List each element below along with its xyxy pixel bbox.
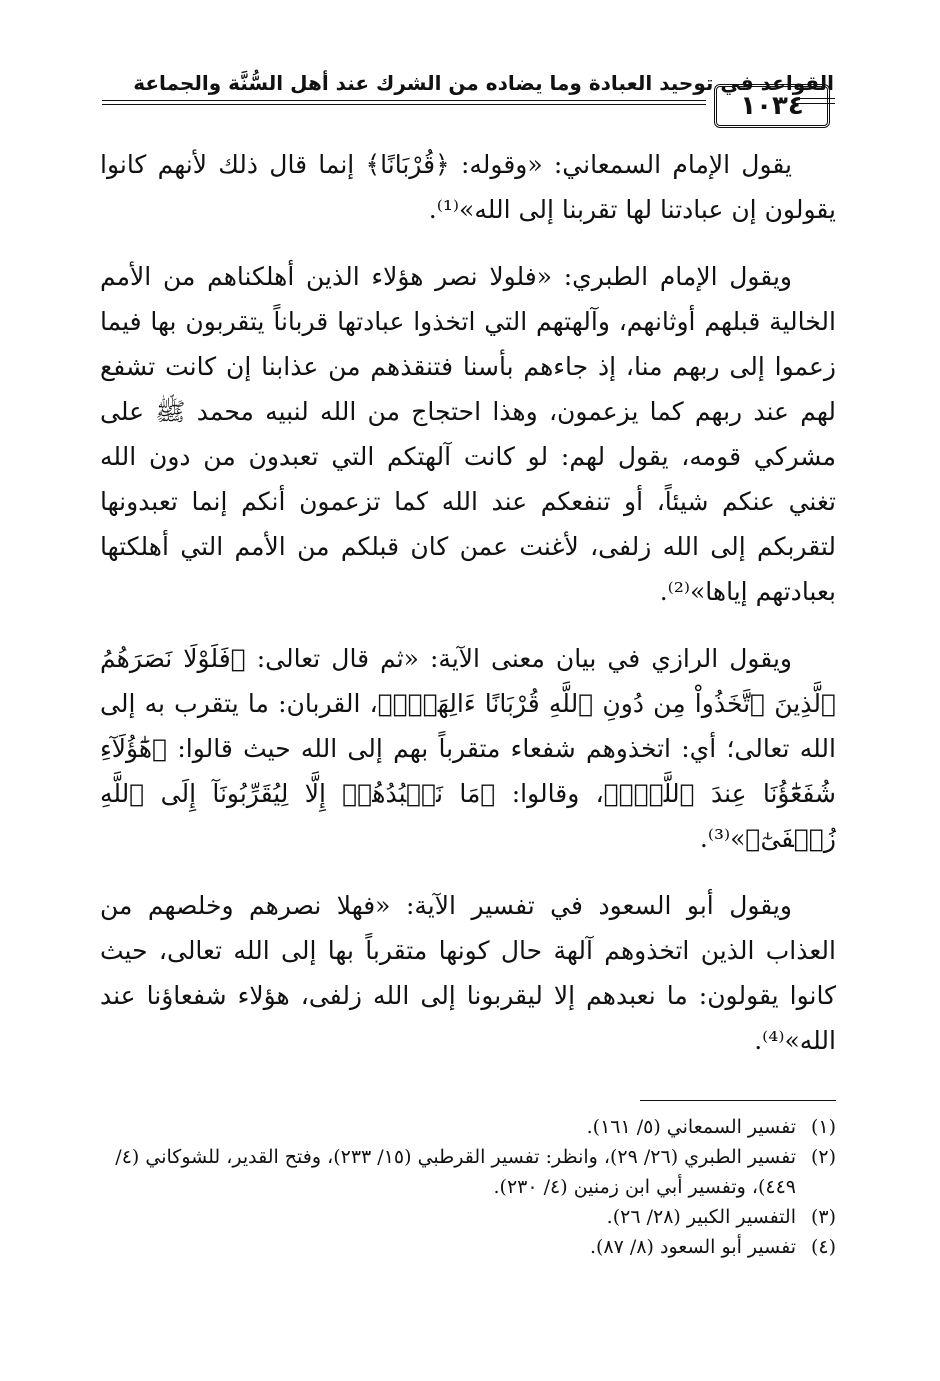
paragraph-text: ويقول الرازي في بيان معنى الآية: «ثم قال تعالى: ﴿فَلَوْلَا نَصَرَهُمُ ٱلَّذِينَ ٱتَّخَذُواْ مِن دُونِ ٱللَّهِ قُرْبَانًا ءَالِهَةَۢ﴾، القربان: ما يتقرب به إلى الله تعالى؛ أي: اتخذوهم شفعاء متقرباً بهم إلى الله حيث قالوا: ﴿هَٰٓؤُلَآءِ شُفَعَٰٓؤُنَا عِندَ ٱللَّهِۚ﴾، وقالوا: ﴿مَا نَعۡبُدُهُمۡ إِلَّا لِيُقَرِّبُونَآ إِلَى ٱللَّهِ زُلۡفَىٰٓ﴾»⁽³⁾.: [100, 644, 836, 853]
header-rule-right: [795, 98, 835, 99]
paragraph-abu-saud: [100, 883, 836, 1063]
footnote-3: [100, 1202, 836, 1232]
paragraph-tabari: [100, 254, 836, 614]
footnote-number: (٢): [810, 1146, 836, 1168]
paragraph-text: ويقول أبو السعود في تفسير الآية: «فهلا نصرهم وخلصهم من العذاب الذين اتخذوهم آلهة حال كونها متقرباً بها إلى الله تعالى، حيث كانوا يقولون: ما نعبدهم إلا ليقربونا إلى الله زلفى، هؤلاء شفعاؤنا عند الله»⁽⁴⁾.: [100, 891, 836, 1055]
footnote-number: (٤): [810, 1236, 836, 1258]
header-rule-right-inner: [795, 103, 835, 104]
header-rule-inner: [102, 104, 706, 105]
paragraph-razi: [100, 636, 836, 861]
footnote-separator: [640, 1100, 836, 1101]
footnote-text: التفسير الكبير (٢٨/ ٢٦).: [606, 1206, 796, 1228]
page-number-box: ١٠٣٤: [714, 84, 830, 128]
footnote-text: تفسير الطبري (٢٦/ ٢٩)، وانظر: تفسير القرطبي (١٥/ ٢٣٣)، وفتح القدير، للشوكاني (٤/ ٤٤٩)، وتفسير أبي ابن زمنين (٤/ ٢٣٠).: [115, 1146, 796, 1198]
main-text: [100, 142, 836, 1063]
paragraph-text: ويقول الإمام الطبري: «فلولا نصر هؤلاء الذين أهلكناهم من الأمم الخالية قبلهم أوثانهم، وآلهتهم التي اتخذوا عبادتها قرباناً يتقربون بها فيما زعموا إلى ربهم منا، إذ جاءهم بأسنا فتنقذهم من عذابنا إن كانت تشفع لهم عند ربهم كما يزعمون، وهذا احتجاج من الله لنبيه محمد ﷺ على مشركي قومه، يقول لهم: لو كانت آلهتكم التي تعبدون من دون الله تغني عنكم شيئاً، أو تنفعكم عند الله كما تزعمون أنكم إنما تعبدونها لتقربكم إلى الله زلفى، لأغنت عمن كان قبلكم من الأمم التي أهلكتها بعبادتهم إياها»⁽²⁾.: [100, 262, 836, 606]
footnotes: [100, 1112, 836, 1262]
footnote-number: (٣): [810, 1206, 836, 1228]
header-rule: [102, 100, 706, 101]
footnote-text: تفسير أبو السعود (٨/ ٨٧).: [590, 1236, 796, 1258]
footnote-2: [100, 1142, 836, 1202]
footnote-text: تفسير السمعاني (٥/ ١٦١).: [586, 1116, 796, 1138]
footnote-number: (١): [810, 1116, 836, 1138]
footnote-1: [100, 1112, 836, 1142]
running-title: القواعد في توحيد العبادة وما يضاده من الشرك عند أهل السُّنَّة والجماعة: [133, 71, 834, 95]
paragraph-samani: [100, 142, 836, 232]
paragraph-text: يقول الإمام السمعاني: «وقوله: ﴿قُرْبَانًا﴾ إنما قال ذلك لأنهم كانوا يقولون إن عبادتنا لها تقربنا إلى الله»⁽¹⁾.: [100, 150, 836, 224]
footnote-4: [100, 1232, 836, 1262]
